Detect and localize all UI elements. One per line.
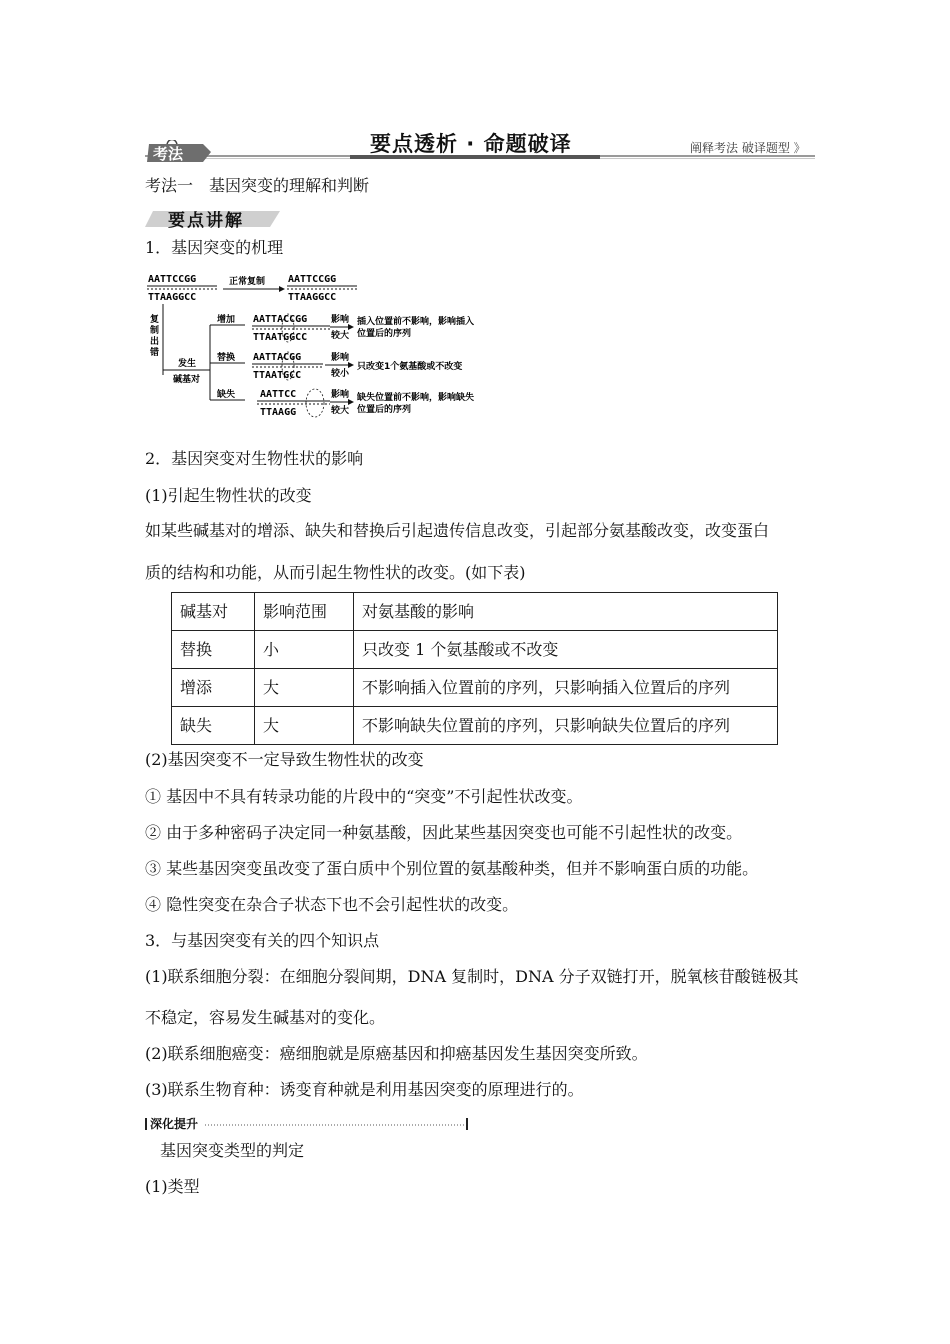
table-cell: 小 — [255, 631, 354, 669]
sub-effect-1: 影响 — [331, 353, 350, 363]
branch-add-label: 增加 — [217, 315, 236, 325]
point3-item3: (3)联系生物育种：诱变育种就是利用基因突变的原理进行的。 — [145, 1080, 584, 1099]
add-note-2: 位置后的序列 — [357, 329, 412, 339]
branch-sub-label: 替换 — [217, 353, 236, 363]
branch-del-label: 缺失 — [217, 390, 236, 400]
table-row — [172, 631, 778, 669]
mutation-mechanism-diagram — [145, 270, 490, 420]
table-header-cell: 碱基对 — [172, 593, 255, 631]
table-row — [172, 707, 778, 745]
point1-heading: 1．基因突变的机理 — [145, 238, 284, 257]
side-label-basepair: 碱基对 — [173, 375, 201, 385]
point2-heading: 2．基因突变对生物性状的影响 — [145, 449, 364, 468]
point2-item-3: ③ 某些基因突变虽改变了蛋白质中个别位置的氨基酸种类，但并不影响蛋白质的功能。 — [145, 859, 759, 878]
table-cell: 大 — [255, 707, 354, 745]
mutation-effect-table — [171, 592, 778, 745]
table-header-cell: 影响范围 — [255, 593, 354, 631]
point3-heading: 3．与基因突变有关的四个知识点 — [145, 931, 380, 950]
table-cell: 增添 — [172, 669, 255, 707]
header-title: 要点透析 · 命题破译 — [370, 132, 572, 156]
original-strand-top: AATTCCGG — [148, 274, 197, 285]
add-effect-2: 较大 — [331, 331, 350, 341]
header-right-text: 阐释考法 破译题型 》 — [690, 141, 806, 155]
point2-item-4: ④ 隐性突变在杂合子状态下也不会引起性状的改变。 — [145, 895, 519, 914]
del-effect-1: 影响 — [331, 390, 350, 400]
arrow-normal-label: 正常复制 — [229, 277, 266, 287]
table-header-cell: 对氨基酸的影响 — [354, 593, 778, 631]
add-effect-1: 影响 — [331, 315, 350, 325]
deepen-subtitle: 基因突变类型的判定 — [160, 1141, 305, 1160]
deepen-label: 深化提升 — [150, 1117, 199, 1131]
section-title: 考法一 基因突变的理解和判断 — [145, 176, 370, 195]
point3-item1-line2: 不稳定，容易发生碱基对的变化。 — [145, 1008, 386, 1027]
point2-sub1: (1)引起生物性状的改变 — [145, 486, 312, 505]
add-strand-bottom: TTAATGGCC — [253, 332, 308, 343]
point2-para1-line1: 如某些碱基对的增添、缺失和替换后引起遗传信息改变，引起部分氨基酸改变，改变蛋白 — [145, 521, 770, 540]
table-cell: 只改变 1 个氨基酸或不改变 — [354, 631, 778, 669]
kaofa-tab-badge — [145, 140, 213, 164]
table-cell: 不影响缺失位置前的序列，只影响缺失位置后的序列 — [354, 707, 778, 745]
table-cell: 缺失 — [172, 707, 255, 745]
table-cell: 大 — [255, 669, 354, 707]
del-note-2: 位置后的序列 — [357, 405, 412, 415]
point3-item1-line1: (1)联系细胞分裂：在细胞分裂间期，DNA 复制时，DNA 分子双链打开，脱氧核苷酸链极其 — [145, 967, 799, 986]
point2-item-1: ① 基因中不具有转录功能的片段中的“突变”不引起性状改变。 — [145, 787, 583, 806]
sub-strand-bottom: TTAATGCC — [253, 370, 302, 381]
yaodian-banner-label: 要点讲解 — [168, 211, 244, 231]
sub-effect-2: 较小 — [331, 369, 350, 379]
original-strand-bottom: TTAAGGCC — [148, 292, 197, 303]
del-strand-bottom: TTAAGG — [260, 407, 297, 418]
table-cell: 不影响插入位置前的序列，只影响插入位置后的序列 — [354, 669, 778, 707]
kaofa-tab-label: 考法 — [153, 145, 184, 163]
del-effect-2: 较大 — [331, 406, 350, 416]
sub-note: 只改变1个氨基酸或不改变 — [357, 362, 463, 372]
del-strand-top: AATTCC — [260, 389, 297, 400]
point2-item-2: ② 由于多种密码子决定同一种氨基酸，因此某些基因突变也可能不引起性状的改变。 — [145, 823, 743, 842]
add-note-1: 插入位置前不影响，影响插入 — [357, 317, 475, 327]
side-label-copy-error: 复制出错 — [150, 315, 160, 358]
point3-item2: (2)联系细胞癌变：癌细胞就是原癌基因和抑癌基因发生基因突变所致。 — [145, 1044, 648, 1063]
add-strand-top: AATTACCGG — [253, 314, 308, 325]
table-cell: 替换 — [172, 631, 255, 669]
point2-para1-line2: 质的结构和功能，从而引起生物性状的改变。(如下表) — [145, 563, 526, 582]
table-row — [172, 669, 778, 707]
side-label-occur: 发生 — [178, 359, 197, 369]
del-note-1: 缺失位置前不影响，影响缺失 — [357, 393, 475, 403]
sub-strand-top: AATTACGG — [253, 352, 302, 363]
normal-strand-bottom: TTAAGGCC — [288, 292, 337, 303]
normal-strand-top: AATTCCGG — [288, 274, 337, 285]
table-header-row — [172, 593, 778, 631]
deepen-item1: (1)类型 — [145, 1177, 200, 1196]
point2-sub2: (2)基因突变不一定导致生物性状的改变 — [145, 750, 424, 769]
